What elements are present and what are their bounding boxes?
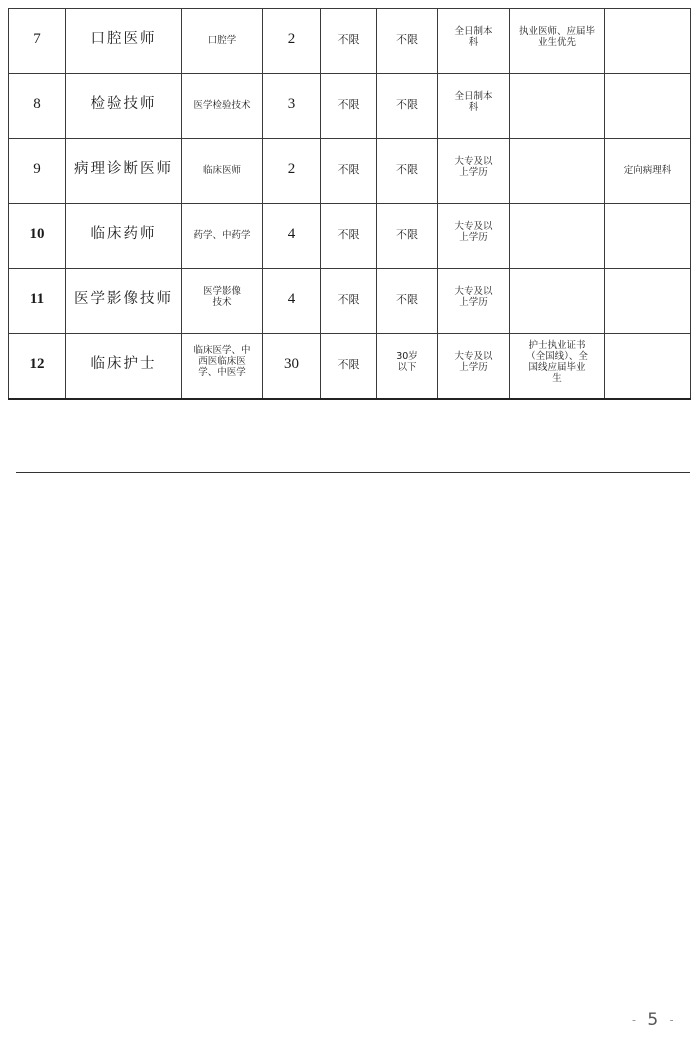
cell-education: 全日制本科 — [438, 9, 510, 74]
cell-education: 大专及以上学历 — [438, 204, 510, 269]
table-row — [9, 139, 691, 204]
cell-no: 9 — [9, 139, 66, 204]
table-row — [9, 204, 691, 269]
cell-age: 不限 — [377, 139, 438, 204]
cell-major: 医学影像技术 — [182, 269, 263, 334]
cell-major: 药学、中药学 — [182, 204, 263, 269]
cell-education: 全日制本科 — [438, 74, 510, 139]
cell-no: 7 — [9, 9, 66, 74]
cell-education: 大专及以上学历 — [438, 139, 510, 204]
cell-education: 大专及以上学历 — [438, 334, 510, 400]
cell-gender: 不限 — [321, 334, 377, 400]
page-number-dash-left: - — [632, 1013, 639, 1027]
cell-requirements: 护士执业证书（全国线）、全国线应届毕业生 — [510, 334, 605, 400]
cell-no: 8 — [9, 74, 66, 139]
cell-note — [605, 204, 691, 269]
page-number-dash-right: - — [669, 1013, 677, 1027]
cell-gender: 不限 — [321, 74, 377, 139]
table-row — [9, 9, 691, 74]
cell-position-title: 检验技师 — [66, 74, 182, 139]
cell-requirements: 执业医师、应届毕业生优先 — [510, 9, 605, 74]
cell-major: 临床医学、中西医临床医学、中医学 — [182, 334, 263, 400]
cell-gender: 不限 — [321, 269, 377, 334]
cell-age: 30岁以下 — [377, 334, 438, 400]
cell-note — [605, 74, 691, 139]
cell-note — [605, 269, 691, 334]
cell-note: 定向病理科 — [605, 139, 691, 204]
page-number — [632, 1010, 677, 1030]
cell-note — [605, 334, 691, 400]
cell-gender: 不限 — [321, 9, 377, 74]
cell-age: 不限 — [377, 74, 438, 139]
cell-position-title: 病理诊断医师 — [66, 139, 182, 204]
cell-position-title: 临床护士 — [66, 334, 182, 400]
cell-requirements — [510, 74, 605, 139]
recruitment-table — [8, 8, 691, 400]
cell-no: 10 — [9, 204, 66, 269]
cell-count: 2 — [263, 9, 321, 74]
cell-requirements — [510, 139, 605, 204]
cell-age: 不限 — [377, 9, 438, 74]
cell-no: 12 — [9, 334, 66, 400]
cell-count: 2 — [263, 139, 321, 204]
cell-note — [605, 9, 691, 74]
cell-education: 大专及以上学历 — [438, 269, 510, 334]
cell-position-title: 口腔医师 — [66, 9, 182, 74]
cell-age: 不限 — [377, 204, 438, 269]
cell-gender: 不限 — [321, 139, 377, 204]
cell-major: 口腔学 — [182, 9, 263, 74]
cell-no: 11 — [9, 269, 66, 334]
cell-count: 30 — [263, 334, 321, 400]
cell-position-title: 临床药师 — [66, 204, 182, 269]
cell-position-title: 医学影像技师 — [66, 269, 182, 334]
cell-gender: 不限 — [321, 204, 377, 269]
cell-count: 4 — [263, 204, 321, 269]
cell-age: 不限 — [377, 269, 438, 334]
cell-major: 临床医师 — [182, 139, 263, 204]
cell-requirements — [510, 204, 605, 269]
cell-requirements — [510, 269, 605, 334]
table-row — [9, 334, 691, 400]
recruitment-table-container — [8, 8, 690, 400]
cell-major: 医学检验技术 — [182, 74, 263, 139]
horizontal-divider — [16, 472, 690, 473]
table-row — [9, 74, 691, 139]
cell-count: 4 — [263, 269, 321, 334]
page-number-value: 5 — [647, 1010, 662, 1030]
cell-count: 3 — [263, 74, 321, 139]
table-row — [9, 269, 691, 334]
